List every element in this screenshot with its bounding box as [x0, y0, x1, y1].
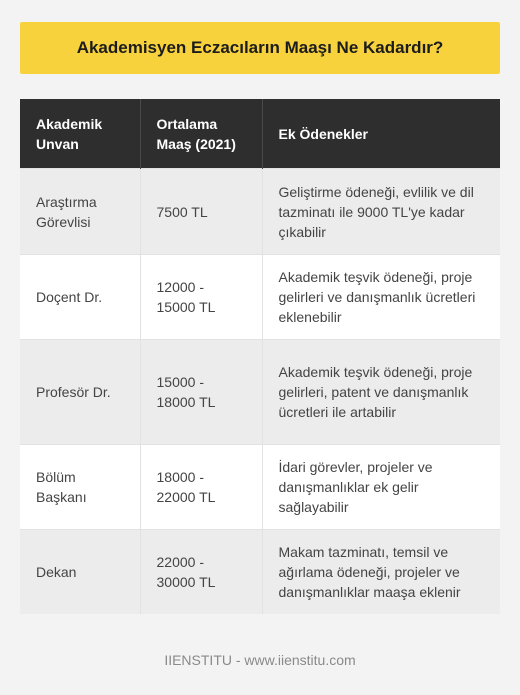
cell-salary: 18000 - 22000 TL: [140, 445, 262, 530]
table-row: [20, 340, 500, 445]
cell-title: Doçent Dr.: [20, 255, 140, 340]
table-row: [20, 445, 500, 530]
table-row: [20, 530, 500, 615]
header-academic-title: Akademik Unvan: [20, 99, 140, 169]
table-header-row: [20, 99, 500, 169]
cell-salary: 7500 TL: [140, 169, 262, 255]
header-extra-allowances: Ek Ödenekler: [262, 99, 500, 169]
cell-allowances: İdari görevler, projeler ve danışmanlıklar ek gelir sağlayabilir: [262, 445, 500, 530]
header-average-salary: Ortalama Maaş (2021): [140, 99, 262, 169]
footer-credit: IIENSTITU - www.iienstitu.com: [164, 652, 356, 668]
cell-salary: 15000 - 18000 TL: [140, 340, 262, 445]
page-title: Akademisyen Eczacıların Maaşı Ne Kadardır?: [76, 38, 444, 57]
table-row: [20, 255, 500, 340]
salary-table: [20, 99, 500, 614]
cell-title: Bölüm Başkanı: [20, 445, 140, 530]
cell-allowances: Geliştirme ödeneği, evlilik ve dil tazminatı ile 9000 TL'ye kadar çıkabilir: [262, 169, 500, 255]
cell-title: Araştırma Görevlisi: [20, 169, 140, 255]
cell-allowances: Akademik teşvik ödeneği, proje gelirleri, patent ve danışmanlık ücretleri ile artabilir: [262, 340, 500, 445]
cell-allowances: Akademik teşvik ödeneği, proje gelirleri ve danışmanlık ücretleri eklenebilir: [262, 255, 500, 340]
cell-allowances: Makam tazminatı, temsil ve ağırlama ödeneği, projeler ve danışmanlıklar maaşa eklenir: [262, 530, 500, 615]
cell-title: Profesör Dr.: [20, 340, 140, 445]
cell-title: Dekan: [20, 530, 140, 615]
title-banner: [20, 22, 500, 74]
table-row: [20, 169, 500, 255]
cell-salary: 22000 - 30000 TL: [140, 530, 262, 615]
cell-salary: 12000 - 15000 TL: [140, 255, 262, 340]
